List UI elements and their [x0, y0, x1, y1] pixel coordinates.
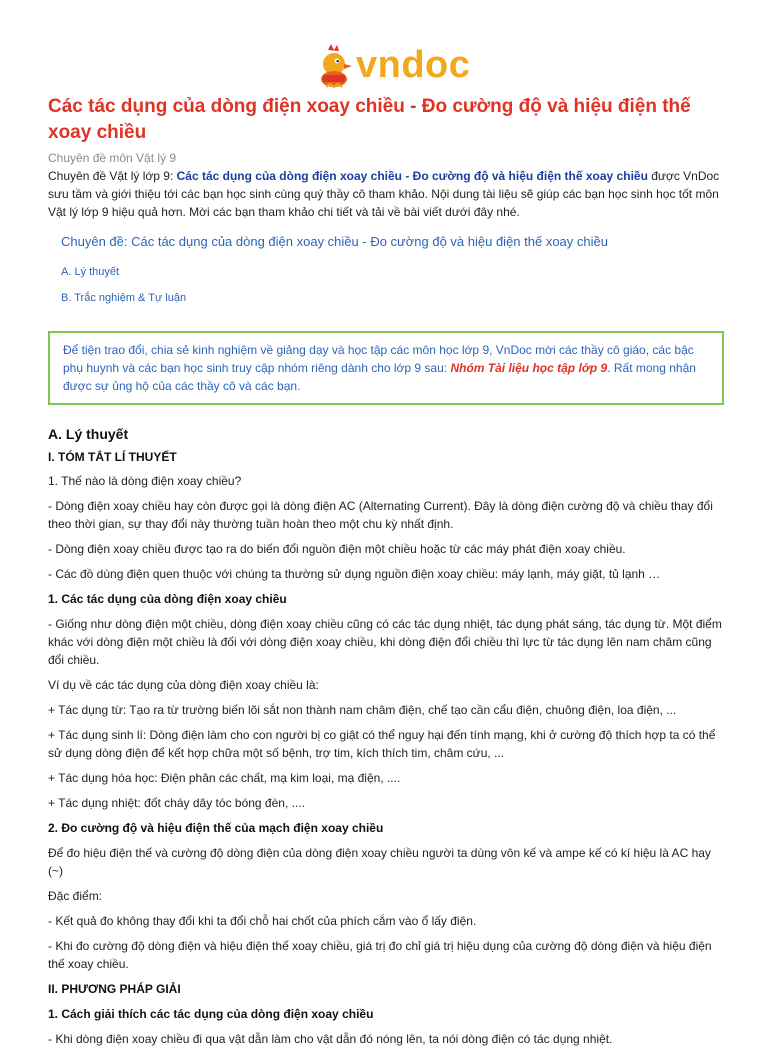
- community-notice-box: [48, 331, 724, 405]
- list-item: + Tác dụng nhiệt: đốt cháy dây tóc bóng đèn, ....: [48, 796, 305, 810]
- list-item: + Tác dụng hóa học: Điện phân các chất, mạ kim loại, mạ điện, ....: [48, 771, 401, 785]
- paragraph: Đặc điểm:: [48, 889, 103, 903]
- paragraph: - Dòng điện xoay chiều hay còn được gọi là dòng điện AC (Alternating Current). Đây là dòng điện cường độ và chiều thay đổi theo thời gian, sự thay đổi này thường tuần hoàn theo một chu kỳ nhất định.: [48, 499, 713, 531]
- header: [0, 44, 768, 90]
- method-heading: II. PHƯƠNG PHÁP GIẢI: [48, 982, 181, 996]
- list-item: + Tác dụng từ: Tạo ra từ trường biến lõi sắt non thành nam châm điện, chế tạo cần cẩu điện, chuông điện, loa điện, ...: [48, 703, 677, 717]
- notice-group-link[interactable]: Nhóm Tài liệu học tập lớp 9: [450, 361, 608, 375]
- paragraph: - Khi đo cường độ dòng điện và hiệu điện thế xoay chiều, giá trị đo chỉ giá trị hiệu dụng của cường độ dòng điện và hiệu điện thế xoay chiều.: [48, 939, 712, 971]
- effects-heading: 1. Các tác dụng của dòng điện xoay chiều: [48, 592, 287, 606]
- intro-suffix: được VnDoc sưu tầm và giới thiệu tới các bạn học sinh cùng quý thầy cô tham khảo. Nội dung tài liệu sẽ giúp các bạn học sinh học tốt môn Vật lý lớp 9 hiệu quả hơn. Mời các bạn tham khảo chi tiết và tải về bài viết dưới đây nhé.: [48, 169, 720, 219]
- summary-heading: I. TÓM TẮT LÍ THUYẾT: [48, 450, 177, 464]
- intro-link[interactable]: Các tác dụng của dòng điện xoay chiều - Đo cường độ và hiệu điện thế xoay chiều: [176, 169, 648, 183]
- paragraph: - Kết quả đo không thay đổi khi ta đổi chỗ hai chốt của phích cắm vào ổ lấy điện.: [48, 914, 477, 928]
- article: [48, 94, 724, 1048]
- paragraph: - Giống như dòng điện một chiều, dòng điện xoay chiều cũng có các tác dụng nhiệt, tác dụng phát sáng, tác dụng từ. Một điểm khác với dòng điện một chiều là đối với dòng điện xoay chiều, khi dòng điện đổi chiều thì lực từ tác dụng lên nam châm cũng đổi chiều.: [48, 617, 722, 667]
- question-1: 1. Thế nào là dòng điện xoay chiều?: [48, 474, 242, 488]
- toc-item-theory[interactable]: A. Lý thuyết: [61, 266, 120, 278]
- paragraph: - Các đồ dùng điện quen thuộc với chúng ta thường sử dụng nguồn điện xoay chiều: máy lạnh, máy giặt, tủ lạnh …: [48, 567, 661, 581]
- chicken-mascot-icon: [316, 44, 358, 90]
- page-title: Các tác dụng của dòng điện xoay chiều - Đo cường độ và hiệu điện thế xoay chiều: [48, 96, 691, 143]
- paragraph: Ví dụ về các tác dụng của dòng điện xoay chiều là:: [48, 678, 319, 692]
- paragraph: - Dòng điện xoay chiều được tạo ra do biến đổi nguồn điện một chiều hoặc từ các máy phát điện xoay chiều.: [48, 542, 626, 556]
- notice-prefix: Để tiện trao đổi, chia sẻ kinh nghiệm về giảng dạy và học tập các môn học lớp 9, VnDoc mời các thầy cô giáo, các bậc phụ huynh và các bạn học sinh truy cập nhóm riêng dành cho lớp 9 sau:: [63, 343, 694, 375]
- intro-prefix: Chuyên đề Vật lý lớp 9:: [48, 169, 177, 183]
- section-a-heading: A. Lý thuyết: [48, 426, 129, 442]
- notice-suffix: . Rất mong nhận được sự ủng hộ của các thầy cô và các bạn.: [63, 361, 696, 393]
- logo-wordmark: vndoc: [356, 44, 471, 86]
- category-link[interactable]: Chuyên đề môn Vật lý 9: [48, 151, 177, 165]
- toc-title: Chuyên đề: Các tác dụng của dòng điện xoay chiều - Đo cường độ và hiệu điện thế xoay chiều: [61, 234, 608, 249]
- list-item: + Tác dụng sinh lí: Dòng điện làm cho con người bị co giật có thể nguy hại đến tính mạng, khi ở cường độ thích hợp ta có thể sử dụng dòng điện để kết hợp chữa một số bệnh, trợ tim, kích thích tim, châm cứu, ...: [48, 728, 716, 760]
- paragraph: Để đo hiệu điện thế và cường độ dòng điện của dòng điện xoay chiều người ta dùng vôn kế và ampe kế có kí hiệu là AC hay (~): [48, 846, 711, 878]
- paragraph: - Khi dòng điện xoay chiều đi qua vật dẫn làm cho vật dẫn đó nóng lên, ta nói dòng điện có tác dụng nhiệt.: [48, 1032, 613, 1046]
- intro-paragraph: [48, 167, 724, 221]
- vndoc-logo[interactable]: [316, 44, 476, 90]
- toc-item-quiz[interactable]: B. Trắc nghiệm & Tự luận: [61, 292, 187, 304]
- table-of-contents: [48, 233, 724, 305]
- explain-heading: 1. Cách giải thích các tác dụng của dòng điện xoay chiều: [48, 1007, 374, 1021]
- measure-heading: 2. Đo cường độ và hiệu điện thế của mạch điện xoay chiều: [48, 821, 384, 835]
